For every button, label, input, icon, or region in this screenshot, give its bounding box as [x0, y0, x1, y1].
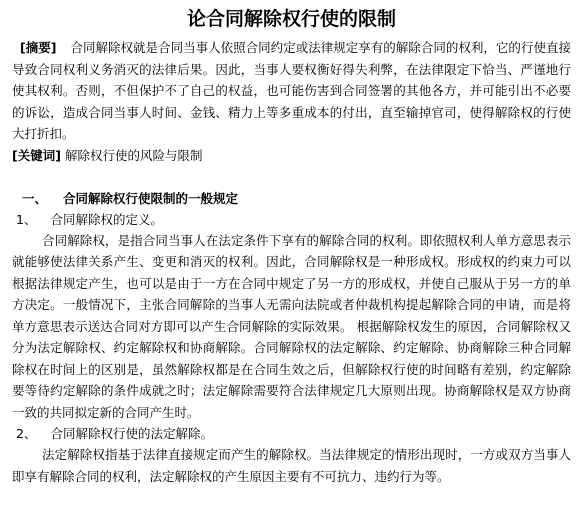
abstract-tag: [摘要]	[20, 40, 57, 55]
section-number: 一、	[22, 190, 48, 206]
section-title: 合同解除权行使限制的一般规定	[63, 190, 239, 206]
abstract-paragraph	[12, 37, 571, 145]
subsection-title-2: 合同解除权行使的法定解除。	[50, 426, 213, 442]
subsection-number-2: 2、	[16, 426, 37, 442]
subsection-heading-1	[12, 209, 571, 230]
keywords-tag: [关键词]	[12, 147, 61, 163]
subsection-number-1: 1、	[16, 211, 37, 227]
subsection-heading-2	[12, 423, 571, 444]
section-spacer	[12, 166, 571, 188]
keywords-line	[12, 145, 571, 166]
section-heading	[12, 188, 571, 209]
abstract-text: 合同解除权就是合同当事人依照合同约定或法律规定享有的解除合同的权利，它的行使直接导致合同权利义务消灭的法律后果。因此，当事人要权衡好得失利弊，在法律限定下恰当、严谨地行使其权利。否则，不但保护不了自己的权益，也可能伤害到合同签署的其他各方，并可能引出不必要的诉讼，造成合同当事人时间、金钱、精力上等多重成本的付出，直至输掉官司，使得解除权的行使大打折扣。	[12, 40, 571, 142]
keywords-text: 解除权行使的风险与限制	[64, 147, 203, 163]
body-paragraph-1: 合同解除权，是指合同当事人在法定条件下享有的解除合同的权利。即依照权利人单方意思表示就能够使法律关系产生、变更和消灭的权利。因此，合同解除权是一种形成权。形成权的约束力可以根据法律规定产生，也可以是由于一方在合同中规定了另一方的形成权，并使自己服从于另一方的单方决定。一般情况下，主张合同解除的当事人无需向法院或者仲裁机构提起解除合同的申请，而是将单方意思表示送达合同对方即可以产生合同解除的实际效果。 根据解除权发生的原因，合同解除权又分为法定解除权、约定解除权和协商解除。合同解除权的法定解除、约定解除、协商解除三种合同解除权在时间上的区别是，虽然解除权都是在合同生效之后，但解除权行使的时间略有差别，约定解除要等待约定解除的条件成就之时；法定解除需要符合法律规定几大原则出现。协商解除权是双方协商一致的共同拟定新的合同产生时。	[12, 232, 571, 420]
body-paragraph-2: 法定解除权指基于法律直接规定而产生的解除权。当法律规定的情形出现时，一方或双方当事人即享有解除合同的权利，法定解除权的产生原因主要有不可抗力、违约行为等。	[12, 447, 571, 484]
subsection-title-1: 合同解除权的定义。	[50, 211, 163, 227]
document-title: 论合同解除权行使的限制	[186, 8, 396, 30]
